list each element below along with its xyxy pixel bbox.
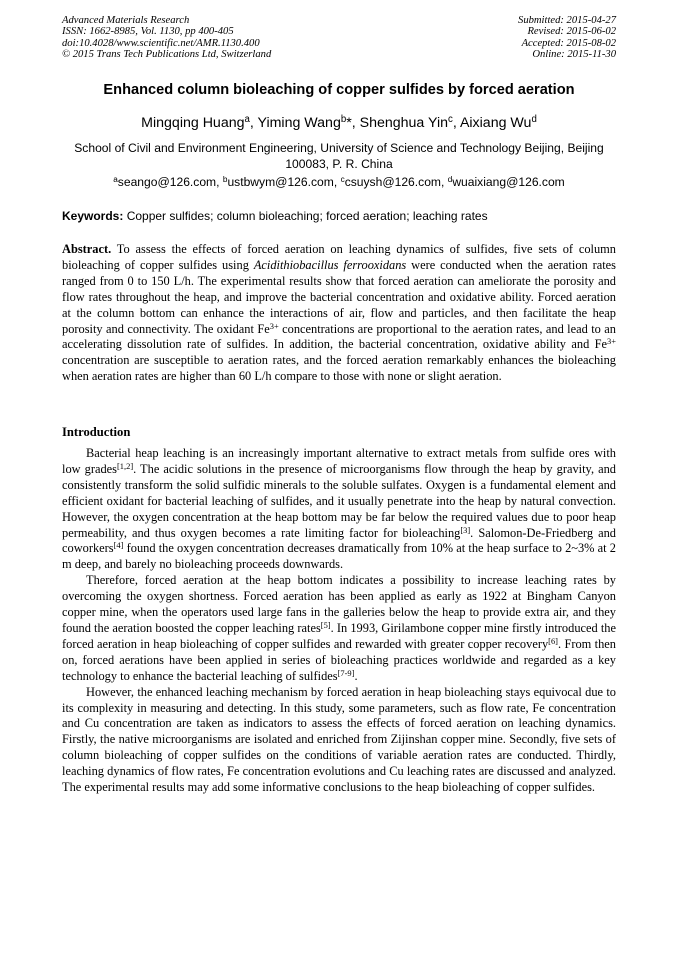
email-list: [40, 175, 638, 189]
introduction-body: [62, 446, 616, 796]
citation-ref[interactable]: [5]: [320, 619, 331, 630]
author-separator: ,: [452, 115, 460, 131]
email-address[interactable]: ustbwym@126.com: [227, 175, 334, 189]
abstract-text: were conducted when the aeration rates ranged from 0 to 150 L/h. The experimental results show that forced aeration can ameliorate the porosity and flow rates throughout the heap, and improve the bacterial concentration and oxidative ability. Forced aeration at the column bottom can enhance the interactions of air, flow and particles, and then facilitate the heap porosity and connectivity. The oxidant Fe: [62, 257, 617, 336]
email-separator: ,: [441, 175, 448, 189]
email-mark: d: [447, 174, 453, 184]
keywords-label: Keywords:: [62, 209, 124, 223]
citation-ref[interactable]: [1,2]: [116, 460, 134, 471]
journal-header-right: [518, 15, 616, 61]
date-online: Online: 2015-11-30: [532, 49, 616, 61]
keywords: [62, 209, 616, 223]
journal-copyright: © 2015 Trans Tech Publications Ltd, Switzerland: [62, 49, 272, 61]
author-affil-mark: b: [340, 114, 347, 126]
email-separator: ,: [216, 175, 223, 189]
date-accepted: Accepted: 2015-08-02: [521, 37, 616, 49]
ion-charge: 3+: [269, 320, 279, 331]
citation-ref[interactable]: [6]: [548, 635, 558, 646]
citation-ref[interactable]: [4]: [113, 540, 124, 551]
date-revised: Revised: 2015-06-02: [527, 26, 616, 38]
intro-text: .: [354, 668, 358, 683]
email-address[interactable]: csuysh@126.com: [344, 175, 441, 189]
abstract-label: Abstract.: [62, 242, 112, 256]
date-submitted: Submitted: 2015-04-27: [518, 15, 616, 26]
author-name: Yiming Wang: [257, 115, 341, 131]
author-affil-mark: c: [448, 114, 453, 126]
author-list: [40, 115, 638, 131]
intro-paragraph: [62, 685, 616, 796]
email-address[interactable]: seango@126.com: [117, 175, 217, 189]
intro-paragraph: [62, 446, 616, 573]
intro-text: Therefore, forced aeration at the heap bottom indicates a possibility to increase leaching rates by overcoming the oxygen shortness. Forced aeration has been applied as early as 1922 at Bingham Canyon copper mine, when the operators used large fans in the galleries below the heap to provide extra air, and they found the aeration boosted the copper leaching rates: [62, 573, 616, 635]
intro-text: . Salomon-De-Friedberg and coworkers: [62, 525, 616, 556]
abstract-text: concentrations are proportional to the aeration rates, and lead to an accelerating dissolution rate of sulfides. In addition, the bacterial concentration, oxidative ability and Fe: [62, 321, 616, 352]
intro-text: found the oxygen concentration decreases dramatically from 10% at the heap surface to 2~3% at 2 m deep, and barely no bioleaching proceeds downwards.: [62, 541, 616, 572]
journal-header-left: [62, 15, 271, 61]
email-address[interactable]: wuaixiang@126.com: [452, 175, 565, 189]
author-separator: ,: [249, 115, 258, 131]
abstract-organism: Acidithiobacillus ferrooxidans: [253, 257, 407, 272]
intro-text: . In 1993, Girilambone copper mine firstly introduced the forced aeration in heap bioleaching of copper sulfides and rewarded with greater copper recovery: [62, 620, 616, 651]
intro-text: However, the enhanced leaching mechanism by forced aeration in heap bioleaching stays equivocal due to its complexity in measuring and detecting. In this study, some parameters, such as flow rate, Fe concentration and Cu concentration are taken as indicators to assess the effects of forced aeration on leaching dynamics. Firstly, the native microorganisms are isolated and enriched from Zijinshan copper mine. Secondly, five sets of column bioleaching of copper sulfides on the conditions of variable aeration rates are conducted. Thirdly, leaching dynamics of flow rates, Fe concentration evolutions and Cu leaching rates are discussed and analyzed. The experimental results may add some informative conclusions to the heap bioleaching of copper sulfides.: [62, 684, 616, 795]
author-separator: *,: [346, 115, 360, 131]
author-name: Shenghua Yin: [359, 115, 448, 131]
abstract: [62, 242, 616, 385]
ion-charge: 3+: [607, 336, 616, 347]
email-separator: ,: [333, 175, 341, 189]
citation-ref[interactable]: [7-9]: [337, 667, 355, 678]
abstract-text: To assess the effects of forced aeration on leaching dynamics of sulfides, five sets of column bioleaching of copper sulfides using: [62, 242, 616, 272]
affiliation: School of Civil and Environment Engineering, University of Science and Technology Beijing, Beijing 100083, P. R. China: [74, 141, 604, 171]
journal-doi: doi:10.4028/www.scientific.net/AMR.1130.400: [62, 37, 260, 49]
citation-ref[interactable]: [3]: [460, 524, 471, 535]
author-name: Aixiang Wu: [459, 115, 532, 131]
paper-title: Enhanced column bioleaching of copper sulfides by forced aeration: [103, 82, 575, 98]
author-name: Mingqing Huang: [141, 115, 245, 131]
intro-text: . From then on, forced aerations have been applied in series of bioleaching practices worldwide and regarded as a key technology to enhance the bacterial leaching of sulfides: [62, 636, 616, 683]
journal-issn: ISSN: 1662-8985, Vol. 1130, pp 400-405: [62, 26, 234, 38]
abstract-text: concentration are susceptible to aeration rates, and the forced aeration remarkably enhances the bioleaching when aeration rates are higher than 60 L/h compare to those with none or slight aeration.: [62, 353, 616, 384]
email-mark: c: [340, 174, 345, 184]
author-affil-mark: d: [531, 114, 537, 126]
author-affil-mark: a: [244, 114, 250, 126]
intro-text: . The acidic solutions in the presence of microorganisms flow through the heap by gravity, and consistently transform the solid sulfidic minerals to the soluble sulfates. Oxygen is a fundamental element and efficient oxidant for bacterial leaching of sulfides, and it usually penetrate into the heap by natural convection. However, the oxygen concentration at the heap bottom may be far below the required values due to poor heap permeability, and thus oxygen becomes a rate limiting factor for bioleaching: [62, 461, 616, 540]
email-mark: b: [222, 174, 228, 184]
journal-name: Advanced Materials Research: [62, 15, 190, 26]
email-mark: a: [113, 174, 118, 184]
intro-text: Bacterial heap leaching is an increasingly important alternative to extract metals from sulfide ores with low grades: [62, 446, 616, 476]
section-heading-introduction: Introduction: [62, 425, 131, 439]
keywords-text: Copper sulfides; column bioleaching; forced aeration; leaching rates: [123, 209, 488, 223]
intro-paragraph: [62, 573, 616, 684]
